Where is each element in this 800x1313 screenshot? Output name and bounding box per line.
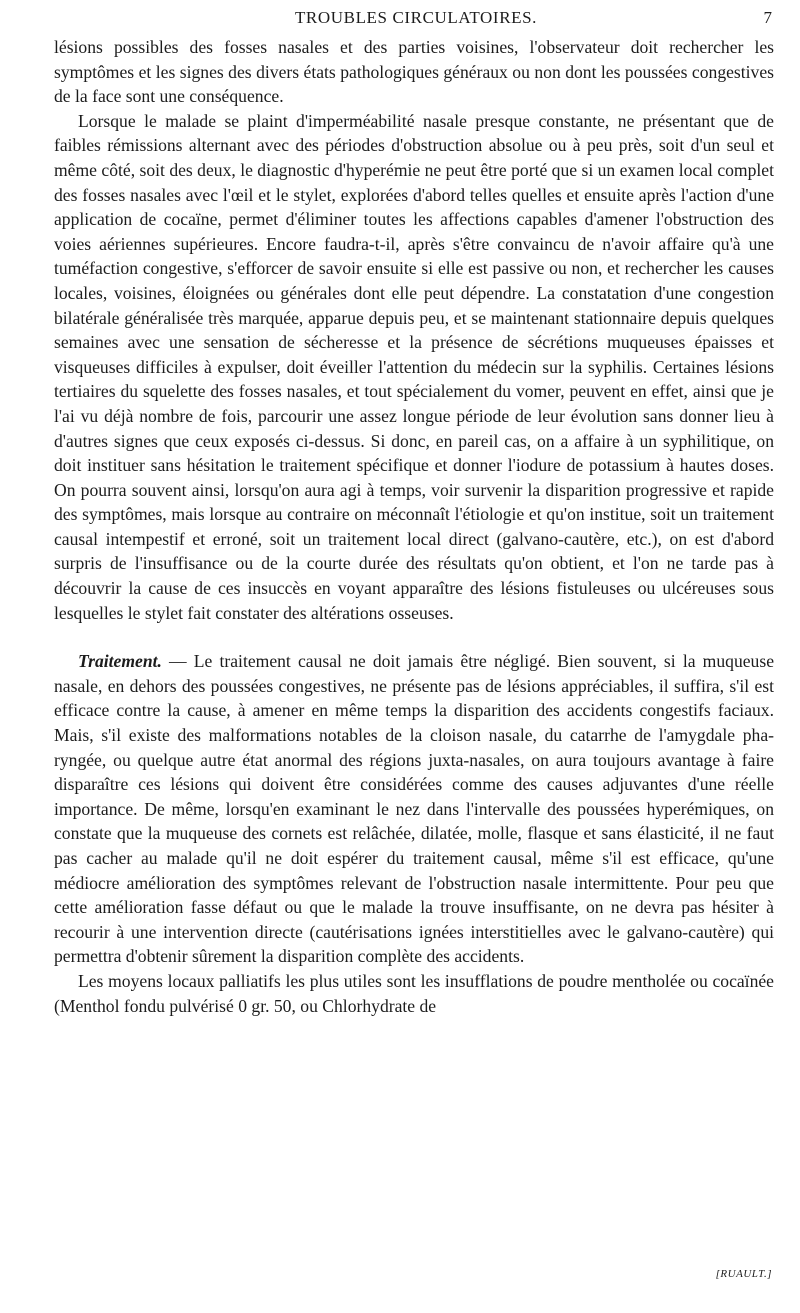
running-title: TROUBLES CIRCULATOIRES.	[294, 8, 538, 27]
paragraph-diagnosis: Lorsque le malade se plaint d'imperméabilité nasale presque constante, ne présentant que de faibles rémissions alternant avec des périodes d'obstruction absolue ou à peu près, soit d'un seul et même côté, soit des deux, le diagnostic d'hyperémie ne peut être porté que si un examen local complet des fosses nasales avec l'œil et le stylet, explorées d'abord telles quelles et ensuite après l'action d'une application de cocaïne, permet d'éliminer toutes les affections capables d'amener l'obstruction des voies aériennes supérieures. Encore faudra-t-il, après s'être convaincu de n'avoir affaire qu'à une tuméfaction congestive, s'efforcer de savoir ensuite si elle est passive ou non, et rechercher les causes locales, voisines, éloignées ou générales dont elle peut dépendre. La constatation d'une congestion bilatérale généralisée très marquée, apparue depuis peu, et se maintenant stationnaire depuis quelques semaines avec une sensation de sécheresse et la présence de sécrétions muqueuses épaisses et visqueuses difficiles à expulser, doit éveiller l'attention du médecin sur la syphilis. Certaines lésions tertiaires du squelette des fosses nasales, et tout spécialement du vomer, peuvent en effet, ainsi que je l'ai vu déjà nombre de fois, parcourir une assez longue période de leur évolution sans donner lieu à d'autres signes que ceux exposés ci-dessus. Si donc, en pareil cas, on a affaire à un syphilitique, on doit instituer sans hésitation le traitement spécifique et donner l'iodure de potassium à hautes doses. On pourra souvent ainsi, lorsqu'on aura agi à temps, voir survenir la disparition progressive et rapide des symptômes, mais lorsque au contraire on méconnaît l'étiologie et qu'on institue, soit un traitement causal intempestif et erroné, soit un traitement local direct (galvano-cautère, etc.), on est d'abord surpris de l'insuffisance ou de la courte durée des résultats qu'on obtient, et l'on ne tarde pas à découvrir la cause de ces insuccès en voyant apparaître des lésions fistuleuses ou ulcéreuses sous lesquelles le stylet fait constater des altérations osseuses.	[54, 110, 774, 623]
heading-dash: —	[161, 651, 194, 672]
running-head	[60, 8, 772, 32]
section-heading-traitement: Traitement.	[78, 651, 162, 672]
paragraph-treatment	[54, 649, 774, 969]
page-number: 7	[763, 8, 772, 27]
author-signature: [RUAULT.]	[715, 1268, 772, 1280]
body-text	[54, 35, 774, 1018]
paragraph-palliatives: Les moyens locaux palliatifs les plus utiles sont les insufflations de poudre mentholée ou cocaïnée (Menthol fondu pulvérisé 0 gr. 50, ou Chlorhydrate de	[54, 970, 774, 1016]
paragraph-continuation: lésions possibles des fosses nasales et des parties voisines, l'observateur doit rechercher les symptômes et les signes des divers états pathologiques généraux ou non dont les poussées congestives de la face sont une conséquence.	[54, 37, 774, 107]
treatment-text: Le traitement causal ne doit jamais être négligé. Bien souvent, si la muqueuse nasale, en dehors des poussées congestives, ne présente pas de lésions appréciables, il suffira, s'il est efficace contre la cause, à amener en même temps la disparition des accidents congestifs faciaux. Mais, s'il existe des malformations notables de la cloison nasale, du catarrhe de l'amygdale pharyngée, ou quelque autre état anormal des régions juxta-nasales, on aura toujours avantage à faire disparaître ces lésions qui doivent être considérées comme des causes adjuvantes d'une réelle importance. De même, lorsqu'en examinant le nez dans l'intervalle des poussées hyperémiques, on constate que la muqueuse des cornets est relâchée, dilatée, molle, flasque et sans élasticité, il ne faut pas cacher au malade qu'il ne doit espérer du traitement causal, même s'il est efficace, qu'une médiocre amélioration des symptômes relevant de l'obstruction nasale intermittente. Pour peu que cette amélioration fasse défaut ou que le malade la trouve insuffisante, on ne devra pas hésiter à recourir à une intervention directe (cautérisations ignées interstitielles avec le galvano-cautère) qui permettra d'obtenir sûrement la disparition complète des accidents.	[54, 651, 775, 967]
